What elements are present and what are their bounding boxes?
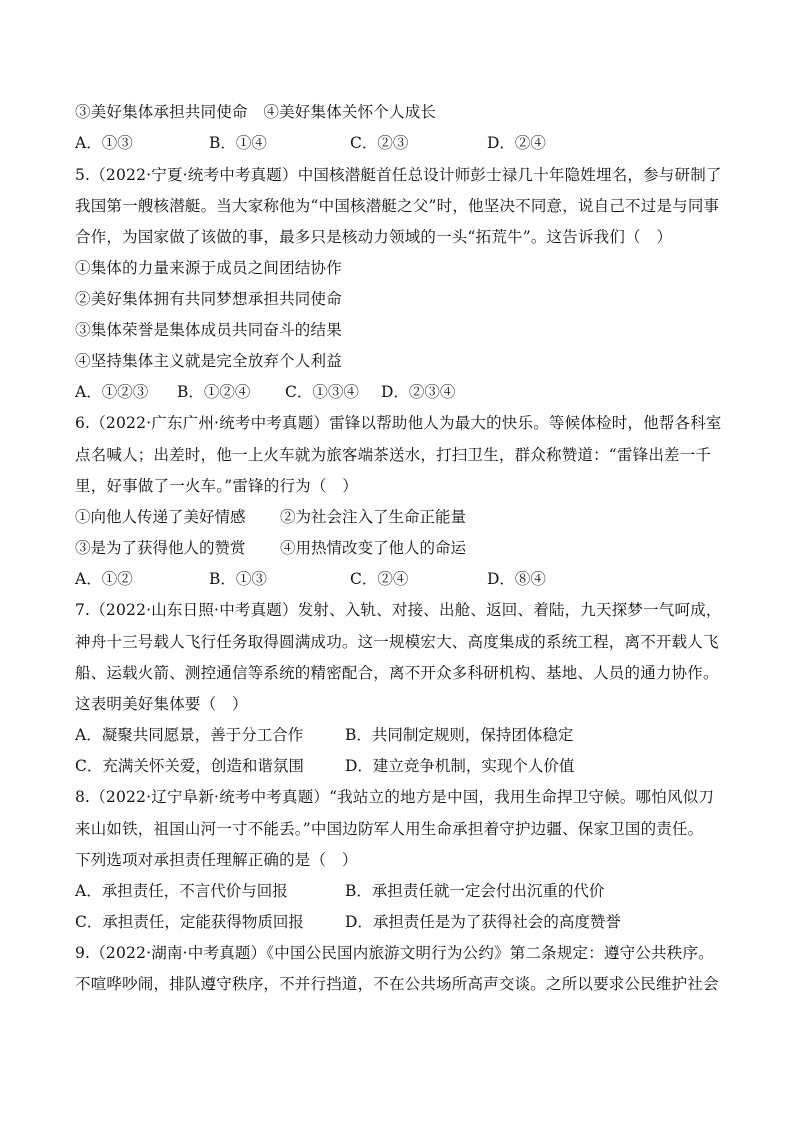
q4-statement-line: ③美好集体承担共同使命 ④美好集体关怀个人成长 bbox=[75, 103, 437, 121]
q5-option-b: B．①②④ bbox=[177, 383, 251, 401]
q6-option-a: A．①② bbox=[75, 570, 133, 588]
q6-statement-3: ③是为了获得他人的赞赏 bbox=[75, 539, 246, 557]
q4-option-a: A．①③ bbox=[75, 134, 133, 152]
q7-option-d: D．建立竞争机制，实现个人价值 bbox=[345, 757, 575, 775]
q7-stem-line-3: 船、运载火箭、测控通信等系统的精密配合，离不开众多科研机构、基地、人员的通力协作。 bbox=[75, 664, 719, 682]
q7-stem-line-1: 7.（2022·山东日照·中考真题）发射、入轨、对接、出舱、返回、着陆，九天探梦一气呵成， bbox=[75, 601, 722, 619]
q5-statement-3: ③集体荣誉是集体成员共同奋斗的结果 bbox=[75, 321, 342, 339]
q6-statement-2: ②为社会注入了生命正能量 bbox=[280, 508, 467, 526]
q7-option-b: B．共同制定规则，保持团体稳定 bbox=[345, 726, 574, 744]
q8-option-c: C．承担责任，定能获得物质回报 bbox=[75, 913, 304, 931]
q4-option-b: B．①④ bbox=[209, 134, 267, 152]
q9-stem-line-2: 不喧哗吵闹，排队遵守秩序，不并行挡道，不在公共场所高声交谈。之所以要求公民维护社会 bbox=[75, 975, 719, 993]
q8-option-b: B．承担责任就一定会付出沉重的代价 bbox=[345, 882, 605, 900]
q5-statement-4: ④坚持集体主义就是完全放弃个人利益 bbox=[75, 352, 342, 370]
q5-stem-line-1: 5.（2022·宁夏·统考中考真题）中国核潜艇首任总设计师彭士禄几十年隐姓埋名，参与研制了 bbox=[75, 166, 722, 184]
q5-option-c: C．①③④ bbox=[285, 383, 359, 401]
q5-stem-line-2: 我国第一艘核潜艇。当大家称他为“中国核潜艇之父”时，他坚决不同意，说自己不过是与同事 bbox=[75, 197, 720, 215]
q5-option-a: A．①②③ bbox=[75, 383, 149, 401]
q5-stem-line-3: 合作，为国家做了该做的事，最多只是核动力领域的一头“拓荒牛”。这告诉我们（ ） bbox=[75, 228, 673, 246]
q6-stem-line-1: 6.（2022·广东广州·统考中考真题）雷锋以帮助他人为最大的快乐。等候体检时，他帮各科室 bbox=[75, 414, 722, 432]
q4-option-c: C．②③ bbox=[350, 134, 409, 152]
q6-statement-1: ①向他人传递了美好情感 bbox=[75, 508, 246, 526]
q4-option-d: D．②④ bbox=[487, 134, 546, 152]
q6-option-d: D．⑧④ bbox=[487, 570, 546, 588]
q5-statement-2: ②美好集体拥有共同梦想承担共同使命 bbox=[75, 290, 342, 308]
q7-stem-line-4: 这表明美好集体要（ ） bbox=[75, 695, 248, 713]
q6-stem-line-2: 点名喊人；出差时，他一上火车就为旅客端茶送水，打扫卫生，群众称赞道：“雷锋出差一千 bbox=[75, 446, 712, 464]
q8-stem-line-3: 下列选项对承担责任理解正确的是（ ） bbox=[75, 851, 358, 869]
q9-stem-line-1: 9.（2022·湖南·中考真题）《中国公民国内旅游文明行为公约》第二条规定：遵守公共秩序。 bbox=[75, 944, 714, 962]
q8-stem-line-2: 来山如铁，祖国山河一寸不能丢。”中国边防军人用生命承担着守护边疆、保家卫国的责任。 bbox=[75, 820, 704, 838]
q7-option-a: A．凝聚共同愿景，善于分工合作 bbox=[75, 726, 304, 744]
q6-option-c: C．②④ bbox=[350, 570, 409, 588]
q8-option-a: A．承担责任，不言代价与回报 bbox=[75, 882, 288, 900]
q8-stem-line-1: 8.（2022·辽宁阜新·统考中考真题）“我站立的地方是中国，我用生命捍卫守候。哪怕风似刀 bbox=[75, 788, 715, 806]
q5-option-d: D．②③④ bbox=[381, 383, 456, 401]
q6-option-b: B．①③ bbox=[209, 570, 267, 588]
q7-option-c: C．充满关怀关爱，创造和谐氛围 bbox=[75, 757, 304, 775]
q6-stem-line-3: 里，好事做了一火车。”雷锋的行为（ ） bbox=[75, 477, 358, 495]
q7-stem-line-2: 神舟十三号载人飞行任务取得圆满成功。这一规模宏大、高度集成的系统工程，离不开载人飞 bbox=[75, 633, 719, 651]
q5-statement-1: ①集体的力量来源于成员之间团结协作 bbox=[75, 259, 342, 277]
q8-option-d: D．承担责任是为了获得社会的高度赞誉 bbox=[345, 913, 621, 931]
q6-statement-4: ④用热情改变了他人的命运 bbox=[280, 539, 467, 557]
